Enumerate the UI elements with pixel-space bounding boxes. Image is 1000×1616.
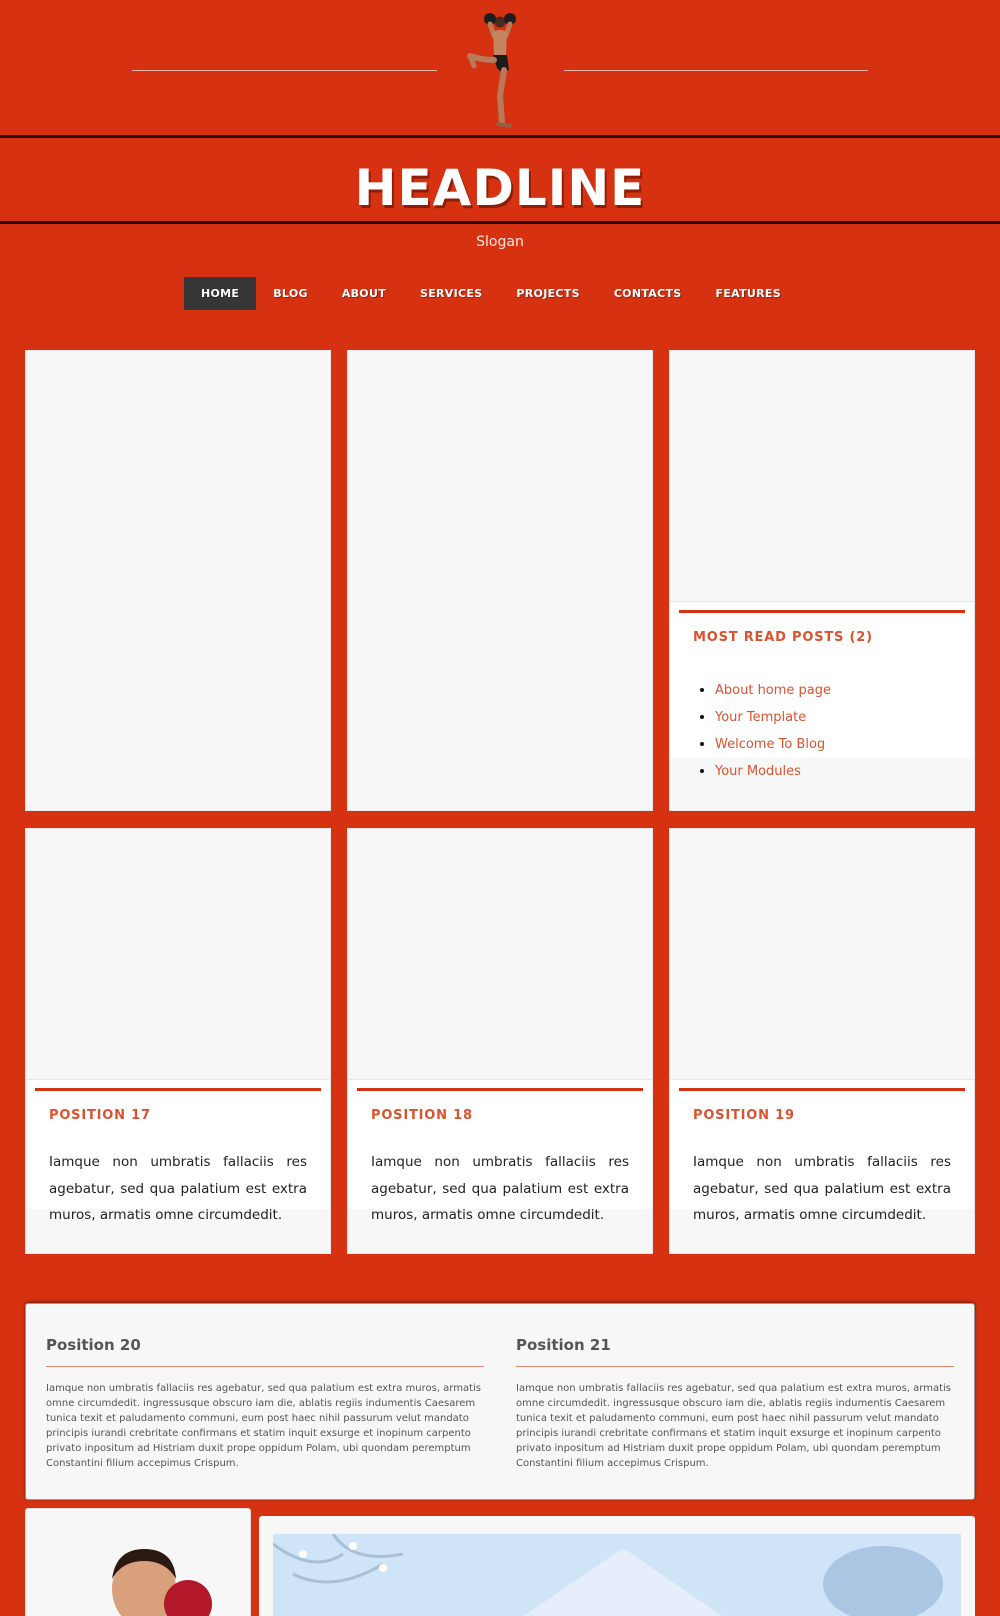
position-21-divider: [516, 1366, 954, 1367]
position-17-title: POSITION 17: [49, 1108, 151, 1123]
site-slogan: Slogan: [476, 234, 524, 250]
module-accent-bar: [35, 1088, 321, 1091]
headline-band-top-border: [0, 135, 1000, 138]
headline-band-bottom-border: [0, 221, 1000, 224]
position-18-text: Iamque non umbratis fallaciis res agebatur, sed qua palatium est extra muros, armatis omne circumdedit.: [371, 1154, 629, 1223]
scenic-image-box: [259, 1516, 975, 1616]
nav-item-features[interactable]: FEATURES: [715, 287, 781, 300]
post-link-your-modules[interactable]: Your Modules: [715, 764, 801, 779]
module-accent-bar: [679, 1088, 965, 1091]
position-17-text: Iamque non umbratis fallaciis res agebatur, sed qua palatium est extra muros, armatis omne circumdedit.: [49, 1154, 307, 1223]
list-item: [715, 677, 831, 704]
nav-item-projects[interactable]: PROJECTS: [516, 287, 580, 300]
site-headline: HEADLINE: [354, 159, 646, 217]
boxer-image-box: [25, 1508, 251, 1616]
position-18-title: POSITION 18: [371, 1108, 473, 1123]
list-item: [715, 704, 831, 731]
mountain-landscape-image: [273, 1534, 961, 1616]
position-17-box: [25, 828, 331, 1254]
post-link-about-home-page[interactable]: About home page: [715, 683, 832, 698]
position-21-column: [516, 1336, 954, 1471]
nav-item-blog[interactable]: BLOG: [273, 287, 308, 300]
list-item: [715, 731, 831, 758]
header-divider-left: [132, 70, 437, 71]
nav-item-services[interactable]: SERVICES: [420, 287, 483, 300]
position-19-box: [669, 828, 975, 1254]
post-link-welcome-to-blog[interactable]: Welcome To Blog: [715, 737, 826, 752]
nav-item-about[interactable]: ABOUT: [341, 287, 386, 300]
boxer-photo-image: [26, 1509, 251, 1616]
position-20-divider: [46, 1366, 484, 1367]
content-box-2: [347, 350, 653, 811]
list-item: [715, 758, 831, 785]
position-21-text: Iamque non umbratis fallaciis res agebatur, sed qua palatium est extra muros, armatis omne circumdedit. ingressusque obscuro iam die, ablatis regiis indumentis Caesarem tunica texit et paludamento communi, eum post haec nihil passurum velut mandato principis iurandi crebritate confirmans et statim inquit exsurge et inopinum carpento privato inpositum ad Histriam duxit prope oppidum Polam, ubi quondam peremptum Constantini filium accepimus Crispum.: [516, 1383, 952, 1469]
positions-20-21-panel: [25, 1303, 975, 1500]
nav-item-contacts[interactable]: CONTACTS: [613, 287, 682, 300]
module-accent-bar: [679, 610, 965, 613]
most-read-posts-list: [715, 677, 831, 785]
most-read-posts-title: MOST READ POSTS (2): [693, 630, 873, 645]
header-divider-right: [564, 70, 868, 71]
position-20-text: Iamque non umbratis fallaciis res agebatur, sed qua palatium est extra muros, armatis omne circumdedit. ingressusque obscuro iam die, ablatis regiis indumentis Caesarem tunica texit et paludamento communi, eum post haec nihil passurum velut mandato principis iurandi crebritate confirmans et statim inquit exsurge et inopinum carpento privato inpositum ad Histriam duxit prope oppidum Polam, ubi quondam peremptum Constantini filium accepimus Crispum.: [46, 1383, 482, 1469]
module-accent-bar: [357, 1088, 643, 1091]
post-link-your-template[interactable]: Your Template: [715, 710, 807, 725]
kickboxer-logo-image: [460, 10, 540, 132]
content-box-1: [25, 350, 331, 811]
position-21-title: Position 21: [516, 1336, 611, 1354]
nav-item-home[interactable]: HOME: [184, 277, 256, 310]
position-20-column: [46, 1336, 484, 1471]
position-19-text: Iamque non umbratis fallaciis res agebatur, sed qua palatium est extra muros, armatis omne circumdedit.: [693, 1154, 951, 1223]
position-19-title: POSITION 19: [693, 1108, 795, 1123]
position-18-box: [347, 828, 653, 1254]
most-read-posts-box: [669, 350, 975, 811]
position-20-title: Position 20: [46, 1336, 141, 1354]
main-navigation: [184, 277, 798, 310]
